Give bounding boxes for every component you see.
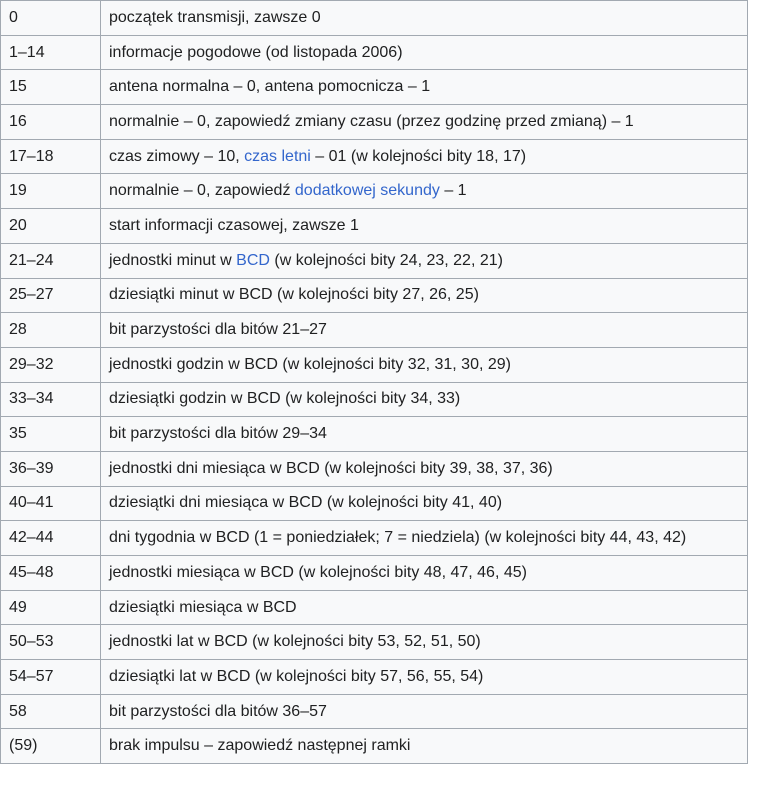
description-cell <box>101 313 748 348</box>
bits-cell: 19 <box>1 174 101 209</box>
description-text: bit parzystości dla bitów 21–27 <box>109 321 327 339</box>
bits-cell: 40–41 <box>1 486 101 521</box>
description-text: normalnie – 0, zapowiedź zmiany czasu (przez godzinę przed zmianą) – 1 <box>109 112 634 130</box>
description-text: dziesiątki godzin w BCD (w kolejności bity 34, 33) <box>109 390 461 408</box>
description-cell <box>101 660 748 695</box>
description-cell <box>101 382 748 417</box>
description-cell <box>101 521 748 556</box>
description-text: dziesiątki lat w BCD (w kolejności bity 57, 56, 55, 54) <box>109 667 484 685</box>
bits-cell: 28 <box>1 313 101 348</box>
table-row <box>1 417 748 452</box>
table-row <box>1 382 748 417</box>
description-text: czas zimowy – 10, <box>109 147 245 165</box>
description-cell <box>101 278 748 313</box>
description-text: początek transmisji, zawsze 0 <box>109 8 321 26</box>
description-cell <box>101 35 748 70</box>
bits-cell: 50–53 <box>1 625 101 660</box>
description-cell <box>101 451 748 486</box>
description-text: dni tygodnia w BCD (1 = poniedziałek; 7 = niedziela) (w kolejności bity 44, 43, 42) <box>109 529 687 547</box>
bits-cell: 21–24 <box>1 243 101 278</box>
description-text: bit parzystości dla bitów 36–57 <box>109 702 327 720</box>
description-cell <box>101 486 748 521</box>
bits-cell: 54–57 <box>1 660 101 695</box>
table-row <box>1 209 748 244</box>
bits-cell: 15 <box>1 70 101 105</box>
bits-cell: 25–27 <box>1 278 101 313</box>
description-text: – 1 <box>439 182 467 200</box>
description-cell <box>101 729 748 764</box>
description-cell <box>101 70 748 105</box>
bits-cell: 58 <box>1 694 101 729</box>
bits-cell: 17–18 <box>1 139 101 174</box>
bits-cell: 33–34 <box>1 382 101 417</box>
description-text: dziesiątki dni miesiąca w BCD (w kolejności bity 41, 40) <box>109 494 503 512</box>
description-text: dziesiątki minut w BCD (w kolejności bity 27, 26, 25) <box>109 286 479 304</box>
table-row <box>1 694 748 729</box>
description-text: informacje pogodowe (od listopada 2006) <box>109 43 403 61</box>
description-text: bit parzystości dla bitów 29–34 <box>109 425 327 443</box>
table-row <box>1 313 748 348</box>
bits-cell: 1–14 <box>1 35 101 70</box>
table-row <box>1 556 748 591</box>
description-text: jednostki minut w <box>109 251 237 269</box>
description-text: (w kolejności bity 24, 23, 22, 21) <box>269 251 503 269</box>
description-text: – 01 (w kolejności bity 18, 17) <box>310 147 527 165</box>
bits-cell: 45–48 <box>1 556 101 591</box>
description-text: jednostki lat w BCD (w kolejności bity 53, 52, 51, 50) <box>109 633 481 651</box>
description-text: antena normalna – 0, antena pomocnicza – 1 <box>109 78 431 96</box>
description-cell <box>101 694 748 729</box>
bits-cell: 20 <box>1 209 101 244</box>
table-row <box>1 660 748 695</box>
description-cell <box>101 556 748 591</box>
table-row <box>1 35 748 70</box>
description-link[interactable]: BCD <box>236 251 270 269</box>
description-cell <box>101 209 748 244</box>
table-row <box>1 70 748 105</box>
description-text: normalnie – 0, zapowiedź <box>109 182 295 200</box>
description-cell <box>101 347 748 382</box>
table-body <box>1 0 748 764</box>
description-text: dziesiątki miesiąca w BCD <box>109 598 297 616</box>
description-cell <box>101 105 748 140</box>
description-cell <box>101 625 748 660</box>
table-row <box>1 729 748 764</box>
description-cell <box>101 139 748 174</box>
description-cell <box>101 1 748 36</box>
description-cell <box>101 590 748 625</box>
table-row <box>1 347 748 382</box>
table-row <box>1 451 748 486</box>
description-link[interactable]: czas letni <box>244 147 311 165</box>
table-row <box>1 139 748 174</box>
description-text: brak impulsu – zapowiedź następnej ramki <box>109 737 411 755</box>
table-row <box>1 625 748 660</box>
description-text: jednostki miesiąca w BCD (w kolejności bity 48, 47, 46, 45) <box>109 563 527 581</box>
description-cell <box>101 417 748 452</box>
bits-cell: 36–39 <box>1 451 101 486</box>
bits-cell: 35 <box>1 417 101 452</box>
bits-cell: 49 <box>1 590 101 625</box>
bits-cell: (59) <box>1 729 101 764</box>
description-text: start informacji czasowej, zawsze 1 <box>109 216 359 234</box>
description-cell <box>101 174 748 209</box>
bits-cell: 29–32 <box>1 347 101 382</box>
table-row <box>1 521 748 556</box>
description-cell <box>101 243 748 278</box>
table-row <box>1 243 748 278</box>
table-row <box>1 278 748 313</box>
table-row <box>1 486 748 521</box>
description-text: jednostki godzin w BCD (w kolejności bity 32, 31, 30, 29) <box>109 355 511 373</box>
table-row <box>1 105 748 140</box>
table-row <box>1 590 748 625</box>
bits-cell: 16 <box>1 105 101 140</box>
bits-cell: 0 <box>1 1 101 36</box>
bits-cell: 42–44 <box>1 521 101 556</box>
description-text: jednostki dni miesiąca w BCD (w kolejności bity 39, 38, 37, 36) <box>109 459 553 477</box>
table-row <box>1 174 748 209</box>
table-row <box>1 1 748 36</box>
description-link[interactable]: dodatkowej sekundy <box>294 182 440 200</box>
